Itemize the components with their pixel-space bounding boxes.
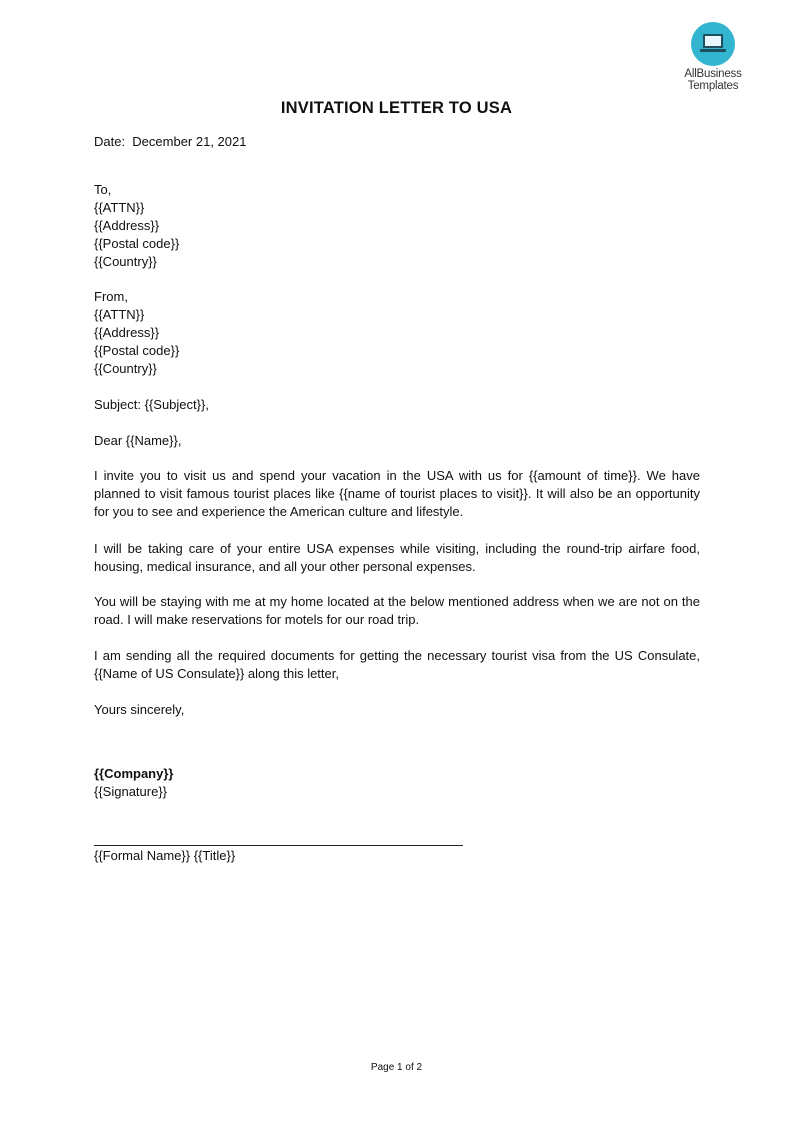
from-address: {{Address}} bbox=[94, 325, 160, 340]
closing-line bbox=[94, 701, 700, 719]
formal-name-line bbox=[94, 847, 700, 865]
logo-text bbox=[676, 68, 750, 92]
to-attn: {{ATTN}} bbox=[94, 200, 145, 215]
from-country: {{Country}} bbox=[94, 361, 157, 376]
company-name: {{Company}} bbox=[94, 766, 174, 781]
signature-rule bbox=[94, 845, 463, 846]
letter-title: INVITATION LETTER TO USA bbox=[280, 99, 513, 117]
to-postal-code: {{Postal code}} bbox=[94, 236, 180, 251]
salutation-line bbox=[94, 432, 700, 450]
logo-line-2: Templates bbox=[687, 80, 739, 92]
from-attn: {{ATTN}} bbox=[94, 307, 145, 322]
paragraph-4: I am sending all the required documents for getting the necessary tourist visa from the US Consulate, {{Name of US Consulate}} along this letter, bbox=[94, 648, 700, 681]
subject-line bbox=[94, 396, 700, 414]
laptop-icon bbox=[691, 22, 735, 66]
subject-text: Subject: {{Subject}}, bbox=[94, 397, 209, 412]
formal-name-text: {{Formal Name}} {{Title}} bbox=[94, 848, 236, 863]
page-number: Page 1 of 2 bbox=[370, 1062, 423, 1073]
recipient-block bbox=[94, 181, 700, 271]
signature-placeholder: {{Signature}} bbox=[94, 784, 168, 799]
date-text: Date: December 21, 2021 bbox=[94, 134, 247, 149]
sender-block bbox=[94, 288, 700, 378]
to-address: {{Address}} bbox=[94, 218, 160, 233]
from-label: From, bbox=[94, 289, 128, 304]
date-line bbox=[94, 133, 700, 151]
logo-line-1: AllBusiness bbox=[684, 68, 742, 80]
salutation-text: Dear {{Name}}, bbox=[94, 433, 182, 448]
paragraph-1: I invite you to visit us and spend your vacation in the USA with us for {{amount of time}}. We have planned to visit famous tourist places like {{name of tourist places to visit}}. It will also be an opportunity for you to see and experience the American culture and lifestyle. bbox=[94, 468, 700, 519]
closing-text: Yours sincerely, bbox=[94, 702, 185, 717]
signature-block bbox=[94, 765, 700, 801]
from-postal-code: {{Postal code}} bbox=[94, 343, 180, 358]
paragraph-2: I will be taking care of your entire USA expenses while visiting, including the round-trip airfare food, housing, medical insurance, and all your other personal expenses. bbox=[94, 541, 700, 574]
to-label: To, bbox=[94, 182, 112, 197]
paragraph-3: You will be staying with me at my home located at the below mentioned address when we are not on the road. I will make reservations for motels for our road trip. bbox=[94, 594, 700, 627]
to-country: {{Country}} bbox=[94, 254, 157, 269]
brand-logo bbox=[676, 22, 750, 92]
